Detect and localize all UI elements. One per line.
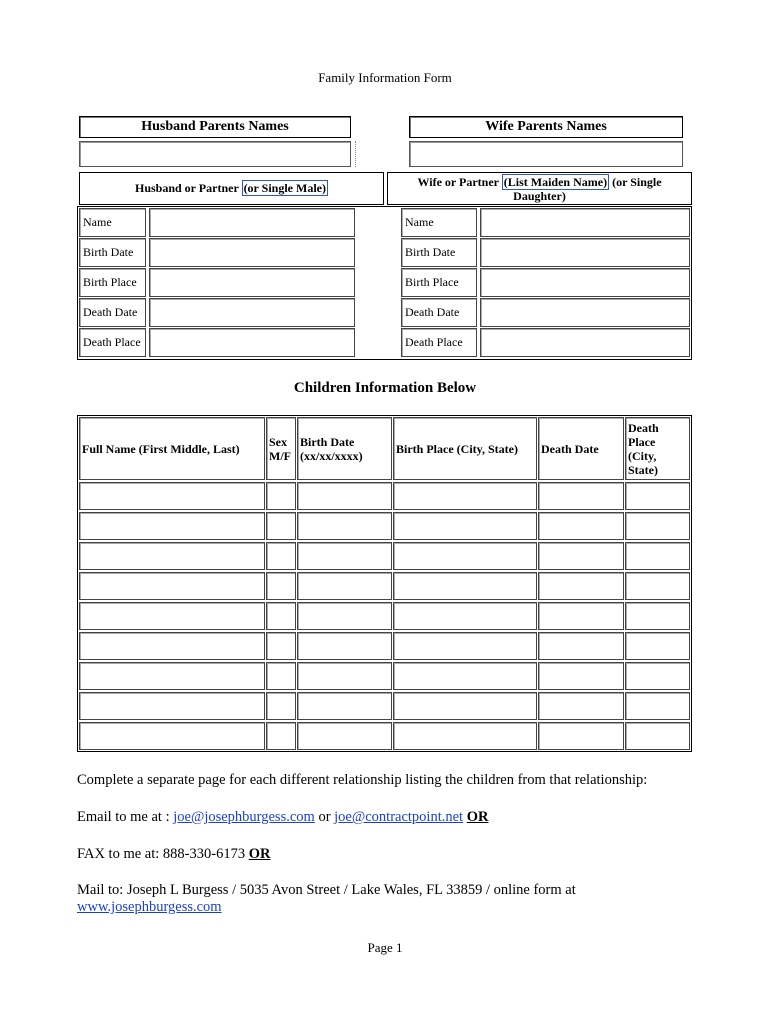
child-death-place-input[interactable] — [625, 512, 690, 540]
header-death-place-line2: Place — [628, 434, 656, 449]
mail-line — [77, 882, 717, 916]
child-death-place-input[interactable] — [625, 602, 690, 630]
husband-parents-header: Husband Parents Names — [79, 116, 351, 138]
child-birth-date-input[interactable] — [297, 602, 392, 630]
header-death-place-line3: (City, — [628, 448, 657, 463]
header-death-place — [625, 417, 690, 480]
child-birth-date-input[interactable] — [297, 722, 392, 750]
child-sex-input[interactable] — [266, 692, 296, 720]
child-name-input[interactable] — [79, 542, 265, 570]
child-death-place-input[interactable] — [625, 482, 690, 510]
child-death-date-input[interactable] — [538, 542, 624, 570]
wife-name-input[interactable] — [480, 208, 690, 237]
header-birth-date-line2: (xx/xx/xxxx) — [300, 448, 363, 463]
child-sex-input[interactable] — [266, 512, 296, 540]
child-name-input[interactable] — [79, 482, 265, 510]
child-name-input[interactable] — [79, 692, 265, 720]
husband-death-date-input[interactable] — [149, 298, 355, 327]
husband-partner-label: Husband or Partner — [134, 181, 239, 195]
child-sex-input[interactable] — [266, 602, 296, 630]
header-sex-line2: M/F — [269, 448, 291, 463]
child-death-date-input[interactable] — [538, 602, 624, 630]
header-birth-place: Birth Place (City, State) — [393, 417, 537, 480]
instructions-text: Complete a separate page for each different relationship listing the children from that relationship: — [77, 772, 648, 788]
header-full-name: Full Name (First Middle, Last) — [79, 417, 265, 480]
child-name-input[interactable] — [79, 632, 265, 660]
wife-birth-date-input[interactable] — [480, 238, 690, 267]
header-sex — [266, 417, 296, 480]
wife-label-birth-date: Birth Date — [401, 238, 477, 267]
child-name-input[interactable] — [79, 572, 265, 600]
email-or: or — [318, 809, 331, 825]
child-death-place-input[interactable] — [625, 542, 690, 570]
email-prefix: Email to me at : — [77, 809, 170, 825]
child-birth-date-input[interactable] — [297, 512, 392, 540]
wife-label-name: Name — [401, 208, 477, 237]
child-sex-input[interactable] — [266, 722, 296, 750]
wife-parents-header: Wife Parents Names — [409, 116, 683, 138]
child-birth-place-input[interactable] — [393, 722, 537, 750]
child-name-input[interactable] — [79, 512, 265, 540]
child-death-place-input[interactable] — [625, 572, 690, 600]
child-death-place-input[interactable] — [625, 632, 690, 660]
child-name-input[interactable] — [79, 722, 265, 750]
husband-label-death-place: Death Place — [79, 328, 146, 357]
wife-partner-note-maiden: (List Maiden Name) — [503, 175, 608, 189]
wife-partner-note-daughter: Daughter) — [513, 189, 566, 203]
fax-or-emphasis: OR — [248, 846, 271, 862]
child-death-date-input[interactable] — [538, 662, 624, 690]
page-title: Family Information Form — [318, 70, 452, 85]
wife-birth-place-input[interactable] — [480, 268, 690, 297]
child-sex-input[interactable] — [266, 662, 296, 690]
child-death-date-input[interactable] — [538, 632, 624, 660]
wife-parents-field[interactable] — [409, 141, 683, 167]
children-section-title: Children Information Below — [293, 380, 477, 396]
child-birth-place-input[interactable] — [393, 482, 537, 510]
wife-label-birth-place: Birth Place — [401, 268, 477, 297]
header-birth-date — [297, 417, 392, 480]
husband-partner-header — [79, 172, 384, 205]
child-death-date-input[interactable] — [538, 572, 624, 600]
husband-label-name: Name — [79, 208, 146, 237]
wife-partner-note-single: (or Single — [612, 175, 662, 189]
husband-birth-date-input[interactable] — [149, 238, 355, 267]
child-sex-input[interactable] — [266, 542, 296, 570]
child-birth-date-input[interactable] — [297, 482, 392, 510]
header-birth-date-line1: Birth Date — [300, 434, 355, 449]
child-birth-date-input[interactable] — [297, 632, 392, 660]
husband-parents-field[interactable] — [79, 141, 351, 167]
child-name-input[interactable] — [79, 602, 265, 630]
child-name-input[interactable] — [79, 662, 265, 690]
husband-death-place-input[interactable] — [149, 328, 355, 357]
husband-label-death-date: Death Date — [79, 298, 146, 327]
husband-label-birth-date: Birth Date — [79, 238, 146, 267]
child-birth-date-input[interactable] — [297, 542, 392, 570]
wife-label-death-place: Death Place — [401, 328, 477, 357]
child-birth-place-input[interactable] — [393, 542, 537, 570]
child-death-date-input[interactable] — [538, 722, 624, 750]
email-link-2[interactable]: joe@contractpoint.net — [334, 809, 464, 825]
email-link-1[interactable]: joe@josephburgess.com — [173, 809, 315, 825]
wife-partner-header — [387, 172, 692, 205]
child-death-date-input[interactable] — [538, 482, 624, 510]
divider — [355, 141, 357, 167]
child-death-place-input[interactable] — [625, 692, 690, 720]
child-birth-place-input[interactable] — [393, 692, 537, 720]
wife-label-death-date: Death Date — [401, 298, 477, 327]
header-death-place-line4: State) — [628, 462, 658, 477]
mail-text: Mail to: Joseph L Burgess / 5035 Avon Street / Lake Wales, FL 33859 / online form at — [77, 882, 576, 898]
child-birth-place-input[interactable] — [393, 632, 537, 660]
husband-birth-place-input[interactable] — [149, 268, 355, 297]
wife-partner-label: Wife or Partner — [417, 175, 499, 189]
child-birth-date-input[interactable] — [297, 692, 392, 720]
header-sex-line1: Sex — [269, 434, 287, 449]
page-number: Page 1 — [367, 940, 403, 955]
husband-label-birth-place: Birth Place — [79, 268, 146, 297]
header-death-place-line1: Death — [628, 420, 659, 435]
website-link[interactable]: www.josephburgess.com — [77, 899, 222, 915]
wife-death-date-input[interactable] — [480, 298, 690, 327]
child-sex-input[interactable] — [266, 482, 296, 510]
child-birth-date-input[interactable] — [297, 662, 392, 690]
husband-name-input[interactable] — [149, 208, 355, 237]
child-death-date-input[interactable] — [538, 512, 624, 540]
fax-line — [77, 846, 717, 863]
header-death-date: Death Date — [538, 417, 624, 480]
email-or-emphasis: OR — [466, 809, 489, 825]
fax-text: FAX to me at: 888-330-6173 — [77, 846, 246, 862]
child-birth-date-input[interactable] — [297, 572, 392, 600]
husband-partner-note: (or Single Male) — [243, 181, 326, 195]
child-birth-place-input[interactable] — [393, 572, 537, 600]
child-birth-place-input[interactable] — [393, 512, 537, 540]
child-birth-place-input[interactable] — [393, 602, 537, 630]
child-death-place-input[interactable] — [625, 722, 690, 750]
child-sex-input[interactable] — [266, 632, 296, 660]
child-death-date-input[interactable] — [538, 692, 624, 720]
wife-death-place-input[interactable] — [480, 328, 690, 357]
child-death-place-input[interactable] — [625, 662, 690, 690]
child-sex-input[interactable] — [266, 572, 296, 600]
child-birth-place-input[interactable] — [393, 662, 537, 690]
email-line — [77, 809, 717, 826]
